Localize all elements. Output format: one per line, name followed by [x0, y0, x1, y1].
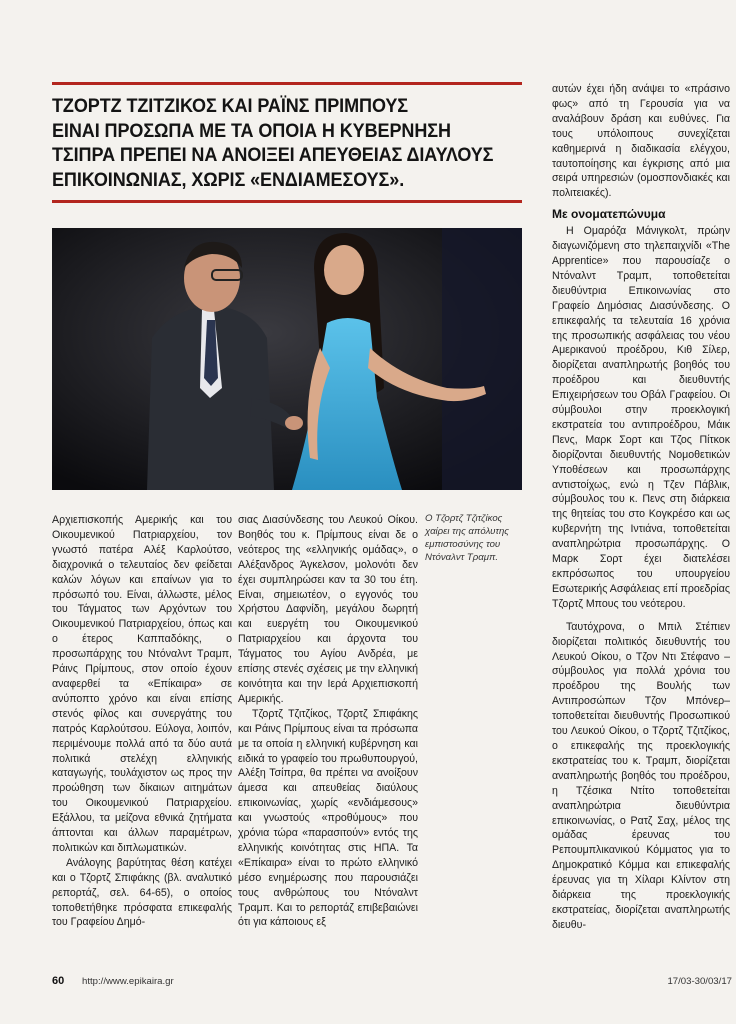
column-2 — [238, 513, 418, 930]
column-2-paragraph-1: σιας Διασύνδεσης του Λευκού Οίκου. Βοηθός του κ. Πρίμπους είναι δε ο νεότερος της «ελληνικής ομάδας», ο Αλέξανδρος Άγκελσον, μολονότι δεν έχει συμπληρώσει καν τα 30 του έτη. Είναι, σημειωτέον, ο εγγονός του Χρήστου Δαφνίδη, μεγάλου δωρητή και ευεργέτη του Οικουμενικού Πατριαρχείου και άρχοντα του Τάγματος του Αγίου Ανδρέα, με επίσης στενές σχέσεις με την ελληνική κοινότητα και την Ιερά Αρχιεπισκοπή Αμερικής. — [238, 514, 418, 705]
headline-line-3: ΤΣΙΠΡΑ ΠΡΕΠΕΙ ΝΑ ΑΝΟΙΞΕΙ ΑΠΕΥΘΕΙΑΣ ΔΙΑΥΛΟΥΣ — [52, 144, 494, 166]
photo-caption: Ο Τζορτζ Τζιτζίκος χαίρει της απόλυτης εμπιστοσύνης του Ντόναλντ Τραμπ. — [425, 513, 509, 563]
headline — [52, 94, 523, 192]
subheading: Με ονοματεπώνυμα — [552, 207, 666, 222]
page-number: 60 — [52, 975, 65, 987]
column-3 — [552, 82, 730, 933]
article-photo — [52, 228, 522, 490]
column-3-paragraph-1: αυτών έχει ήδη ανάψει το «πράσινο φως» από τη Γερουσία για να αναλάβουν δράση και ευθύνες. Για τους υπόλοιπους συνεχίζεται καθημερινά η διαδικασία ελέγχου, ταυτοποίησης και έγκρισης από μια σειρά υπηρεσιών (ομοσπονδιακές και πολιτειακές). — [552, 83, 730, 200]
site-url[interactable]: http://www.epikaira.gr — [82, 976, 174, 987]
column-3-paragraph-2: Η Ομαρόζα Μάνιγκολτ, πρώην διαγωνιζόμενη στο τηλεπαιχνίδι «The Apprentice» που παρουσίαζε ο Ντόναλντ Τραμπ, τοποθετείται διευθύντρια Επικοινωνίας στο Γραφείο Δημόσιας Διασύνδεσης. Ο επικεφαλής τα τελευταία 16 χρόνια της προσωπικής ασφάλειας του νέου Αμερικανού προέδρου, Κιθ Σίλερ, διορίζεται αναπληρωτής βοηθός του προέδρου και διευθυντής Επιχειρήσεων του Οβάλ Γραφείου. Οι σύμβουλοι στην προεκλογική εκστρατεία του αντιπροέδρου, Μάικ Πενς, Μαρκ Σορτ και Τζος Πίτκοκ διορίζονται διευθυντής Νομοθετικών Υποθέσεων και προσωπάρχης αντιστοίχως, ενώ η Τζεν Πάβλικ, σύμβουλος του κ. Πενς στη διάρκεια της θητείας του στο Κογκρέσο και ως κυβερνήτη της Ιντιάνα, τοποθετείται αναπληρώτρια προσωπάρχης. Ο Μαρκ Σορτ έχει διατελέσει εκπρόσωπος του υπουργείου Εσωτερικής Ασφάλειας επί προεδρίας Τζορτζ Μπους του νεότερου. — [552, 225, 730, 610]
headline-line-1: ΤΖΟΡΤΖ ΤΖΙΤΖΙΚΟΣ ΚΑΙ ΡΑΪΝΣ ΠΡΙΜΠΟΥΣ — [52, 95, 409, 117]
column-2-paragraph-2: Τζορτζ Τζιτζίκος, Τζορτζ Σπιφάκης και Ράινς Πρίμπους είναι τα πρόσωπα με τα οποία η ελληνική κυβέρνηση και ειδικά το γραφείο του πρωθυπουργού, Αλέξη Τσίπρα, θα πρέπει να ανοίξουν άμεσα και απευθείας διαύλους επικοινωνίας, χωρίς «ενδιάμεσους» και γνωστούς «προθύμους» που χρόνια τώρα «παρασιτούν» εντός της ελληνικής κοινότητας στις ΗΠΑ. Τα «Επίκαιρα» είναι το πρώτο ελληνικό μέσο ενημέρωσης που παρουσιάζει τους ανθρώπους του Ντόναλντ Τραμπ. Και το ρεπορτάζ επιβεβαιώνει ότι για κάποιους εξ — [238, 707, 418, 929]
headline-bottom-rule — [52, 200, 522, 203]
headline-block — [52, 82, 522, 203]
headline-line-2: ΕΙΝΑΙ ΠΡΟΣΩΠΑ ΜΕ ΤΑ ΟΠΟΙΑ Η ΚΥΒΕΡΝΗΣΗ — [52, 119, 451, 142]
headline-line-4: ΕΠΙΚΟΙΝΩΝΙΑΣ, ΧΩΡΙΣ «ΕΝΔΙΑΜΕΣΟΥΣ». — [52, 168, 405, 191]
page-footer — [52, 975, 732, 991]
issue-date: 17/03-30/03/17 — [667, 976, 732, 987]
column-3-paragraph-3: Ταυτόχρονα, ο Μπιλ Στέπιεν διορίζεται πολιτικός διευθυντής του Λευκού Οίκου, ο Τζον Ντι Στέφανο –σύμβουλος για πολλά χρόνια του προέδρου της Βουλής των Αντιπροσώπων Τζον Μπόνερ– τοποθετείται διευθυντής Προσωπικού του Λευκού Οίκου, ο Τζορτζ Τζιτζίκος, ο επικεφαλής της προεκλογικής εκστρατείας του κ. Τραμπ, διορίζεται αναπληρωτής βοηθός του προέδρου, η Τζέσικα Ντίτο τοποθετείται αναπληρώτρια διευθύντρια επικοινωνίας, ο Ρατζ Σαχ, μέλος της ομάδας έρευνας του Ρεπουμπλικανικού Κόμματος για το Δημοκρατικό Κόμμα και επικεφαλής έρευνας για τη Χίλαρι Κλίντον στη διάρκεια της προεκλογικής εκστρατείας, διορίζεται αναπληρωτής διευθυ- — [552, 620, 730, 931]
column-1-paragraph-2: Ανάλογης βαρύτητας θέση κατέχει και ο Τζορτζ Σπιφάκης (βλ. αναλυτικό ρεπορτάζ, σελ. 64-65), ο οποίος τοποθετήθηκε πρόσφατα επικεφαλής του Γραφείου Δημό- — [52, 856, 232, 929]
column-1-paragraph-1: Αρχιεπισκοπής Αμερικής και του Οικουμενικού Πατριαρχείου, τον γνωστό πατέρα Αλέξ Καρλούτσο, διαχρονικά ο τελευταίος δεν φείδεται καλών λόγων και επαίνων για το πρόσωπό του. Είναι, άλλωστε, μέλος του Τάγματος των Αρχόντων του Οικουμενικού Πατριαρχείου, όπως και ο έτερος Καππαδόκης, ο προσωπάρχης του Ντόναλντ Τραμπ, Ράινς Πρίμπους, στον οποίο έχουν αναφερθεί τα «Επίκαιρα» σε ανύποπτο χρόνο και είναι επίσης στενός φίλος και συνεργάτης του πατρός Καρλούτσου. Εύλογα, λοιπόν, περιμένουμε πολλά από τα δύο αυτά πολιτικά στελέχη ελληνικής καταγωγής, τουλάχιστον ως προς την προώθηση των δίκαιων αιτημάτων του Οικουμενικού Πατριαρχείου. Εξάλλου, τα μείζονα εθνικά ζητήματα άπτονται και άλλων παραμέτρων, πολιτικών και διπλωματικών. — [52, 514, 232, 854]
column-1 — [52, 513, 232, 930]
photo-illustration — [52, 228, 522, 490]
headline-top-rule — [52, 82, 522, 85]
